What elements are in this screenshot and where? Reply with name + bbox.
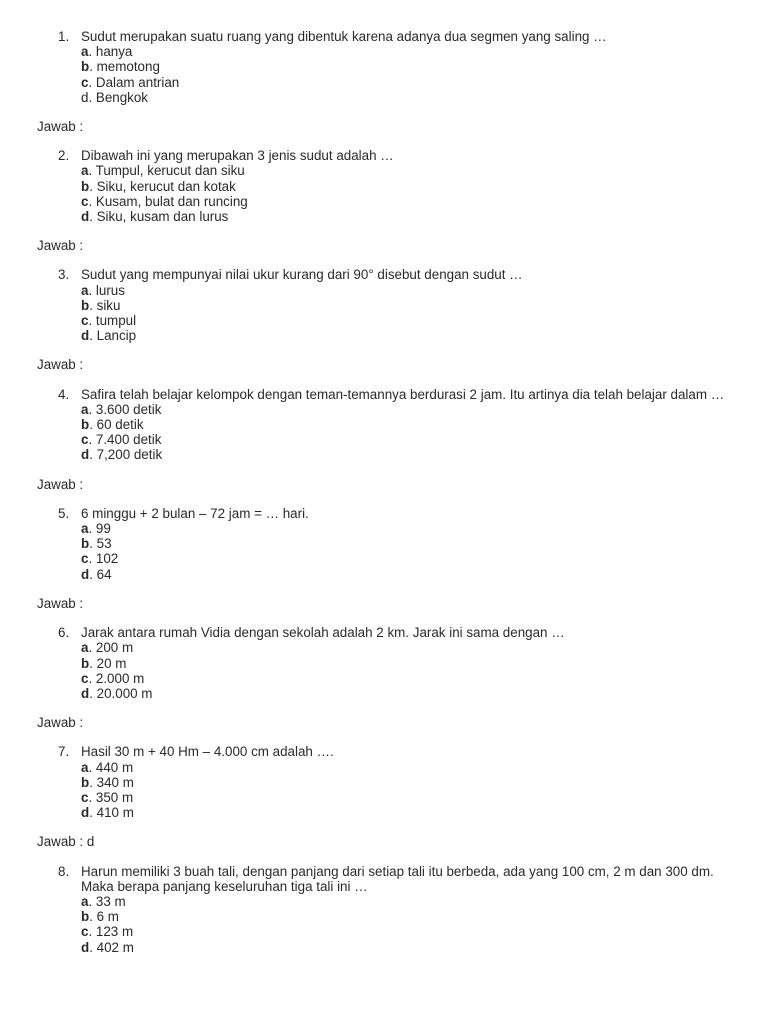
- option-letter: a: [81, 44, 89, 60]
- option-letter: b: [81, 774, 90, 790]
- question-2: [0, 148, 768, 224]
- question-4: [0, 387, 768, 463]
- question-1: [0, 29, 768, 105]
- option-text: . Siku, kerucut dan kotak: [89, 178, 236, 194]
- option-text: . 402 m: [89, 939, 134, 955]
- option-letter: a: [81, 759, 89, 775]
- option-c: [81, 194, 728, 209]
- option-text: . Lancip: [89, 328, 137, 344]
- option-text: . 99: [88, 521, 111, 537]
- question-text: Sudut yang mempunyai nilai ukur kurang dari 90° disebut dengan sudut …: [81, 267, 523, 283]
- option-text: . 33 m: [88, 893, 126, 909]
- option-c: [81, 313, 728, 328]
- option-letter: a: [81, 893, 89, 909]
- option-d: [81, 940, 728, 955]
- answer-line: Jawab :: [37, 119, 84, 135]
- option-text: . siku: [89, 297, 121, 313]
- option-d: [81, 805, 728, 820]
- question-number: 6.: [58, 625, 70, 641]
- option-letter: b: [81, 909, 90, 925]
- option-text: . 410 m: [89, 805, 134, 821]
- option-text: . 53: [89, 536, 112, 552]
- answer-line: Jawab :: [37, 715, 84, 731]
- option-b: [81, 536, 728, 551]
- option-text: . 60 detik: [89, 417, 144, 433]
- option-letter: b: [81, 297, 90, 313]
- question-number: 1.: [58, 29, 70, 44]
- question-text: Hasil 30 m + 40 Hm – 4.000 cm adalah ….: [81, 744, 334, 760]
- option-list: [81, 760, 728, 821]
- option-letter: b: [81, 536, 90, 552]
- option-text: . Bengkok: [88, 89, 149, 105]
- option-letter: d: [81, 89, 89, 105]
- question-number: 8.: [58, 863, 70, 879]
- option-text: . Kusam, bulat dan runcing: [88, 193, 248, 209]
- answer-line: Jawab :: [37, 357, 84, 373]
- option-text: . 6 m: [89, 909, 119, 925]
- question-7: [0, 744, 768, 820]
- option-text: . 7.400 detik: [88, 432, 162, 448]
- option-letter: a: [81, 163, 89, 179]
- option-letter: b: [81, 178, 90, 194]
- option-list: [81, 640, 728, 701]
- option-text: . 340 m: [89, 774, 134, 790]
- option-c: [81, 551, 728, 566]
- option-letter: c: [81, 670, 89, 686]
- question-text: Sudut merupakan suatu ruang yang dibentuk karena adanya dua segmen yang saling …: [81, 29, 607, 44]
- option-letter: c: [81, 193, 89, 209]
- option-c: [81, 75, 728, 90]
- option-list: [81, 283, 728, 344]
- option-text: . 64: [89, 566, 112, 582]
- option-a: [81, 163, 728, 178]
- option-text: . hanya: [88, 44, 133, 60]
- option-b: [81, 417, 728, 432]
- option-text: . 102: [88, 551, 119, 567]
- question-5: [0, 506, 768, 582]
- question-text: Jarak antara rumah Vidia dengan sekolah adalah 2 km. Jarak ini sama dengan …: [81, 625, 565, 641]
- option-c: [81, 924, 728, 939]
- option-d: [81, 447, 728, 462]
- option-letter: c: [81, 432, 89, 448]
- option-letter: d: [81, 447, 90, 463]
- option-a: [81, 640, 728, 655]
- option-letter: d: [81, 566, 90, 582]
- question-6: [0, 625, 768, 701]
- option-text: . 200 m: [88, 640, 134, 656]
- option-text: . memotong: [89, 59, 160, 75]
- question-3: [0, 267, 768, 343]
- question-8: [0, 864, 768, 955]
- option-letter: a: [81, 282, 89, 298]
- option-text: . 123 m: [88, 924, 134, 940]
- option-d: [81, 328, 728, 343]
- option-letter: a: [81, 640, 89, 656]
- option-b: [81, 298, 728, 313]
- option-text: . Tumpul, kerucut dan siku: [88, 163, 245, 179]
- option-c: [81, 432, 728, 447]
- option-letter: b: [81, 417, 90, 433]
- option-text: . 3.600 detik: [88, 401, 162, 417]
- option-letter: d: [81, 939, 90, 955]
- option-text: . 440 m: [88, 759, 134, 775]
- option-a: [81, 894, 728, 909]
- option-list: [81, 894, 728, 955]
- option-letter: b: [81, 655, 90, 671]
- option-letter: a: [81, 521, 89, 537]
- option-a: [81, 283, 728, 298]
- answer-line: Jawab : d: [37, 834, 95, 850]
- answer-line: Jawab :: [37, 476, 84, 492]
- option-text: . 20.000 m: [89, 685, 153, 701]
- option-a: [81, 44, 728, 59]
- option-b: [81, 909, 728, 924]
- option-d: [81, 686, 728, 701]
- option-d: [81, 209, 728, 224]
- question-text: Harun memiliki 3 buah tali, dengan panjang dari setiap tali itu berbeda, ada yang 100 cm, 2 m dan 300 dm. Maka berapa panjang keseluruhan tiga tali ini …: [81, 863, 714, 894]
- answer-line: Jawab :: [37, 238, 84, 254]
- option-b: [81, 59, 728, 74]
- option-b: [81, 179, 728, 194]
- option-text: . 20 m: [89, 655, 127, 671]
- option-d: [81, 567, 728, 582]
- option-list: [81, 402, 728, 463]
- option-text: . 7,200 detik: [89, 447, 163, 463]
- question-text: Safira telah belajar kelompok dengan teman-temannya berdurasi 2 jam. Itu artinya dia telah belajar dalam …: [81, 386, 725, 402]
- option-letter: d: [81, 209, 90, 225]
- option-letter: d: [81, 685, 90, 701]
- option-letter: c: [81, 313, 89, 329]
- question-text: Dibawah ini yang merupakan 3 jenis sudut adalah …: [81, 148, 394, 164]
- option-a: [81, 760, 728, 775]
- option-a: [81, 402, 728, 417]
- question-number: 5.: [58, 505, 70, 521]
- option-text: . 350 m: [88, 789, 134, 805]
- option-text: . 2.000 m: [88, 670, 145, 686]
- question-text: 6 minggu + 2 bulan – 72 jam = … hari.: [81, 505, 309, 521]
- option-letter: a: [81, 401, 89, 417]
- option-list: [81, 163, 728, 224]
- option-letter: d: [81, 805, 90, 821]
- option-b: [81, 656, 728, 671]
- option-text: . Dalam antrian: [88, 74, 180, 90]
- question-number: 7.: [58, 744, 70, 760]
- question-number: 4.: [58, 386, 70, 402]
- question-number: 3.: [58, 267, 70, 283]
- option-letter: c: [81, 789, 89, 805]
- question-number: 2.: [58, 148, 70, 164]
- answer-line: Jawab :: [37, 595, 84, 611]
- option-b: [81, 775, 728, 790]
- option-c: [81, 790, 728, 805]
- option-text: . Siku, kusam dan lurus: [89, 209, 229, 225]
- option-letter: d: [81, 328, 90, 344]
- option-a: [81, 521, 728, 536]
- option-text: . lurus: [88, 282, 125, 298]
- option-text: . tumpul: [88, 313, 137, 329]
- option-list: [81, 44, 728, 105]
- option-list: [81, 521, 728, 582]
- option-c: [81, 671, 728, 686]
- option-letter: c: [81, 551, 89, 567]
- option-d: [81, 90, 728, 105]
- option-letter: c: [81, 924, 89, 940]
- option-letter: b: [81, 59, 90, 75]
- option-letter: c: [81, 74, 89, 90]
